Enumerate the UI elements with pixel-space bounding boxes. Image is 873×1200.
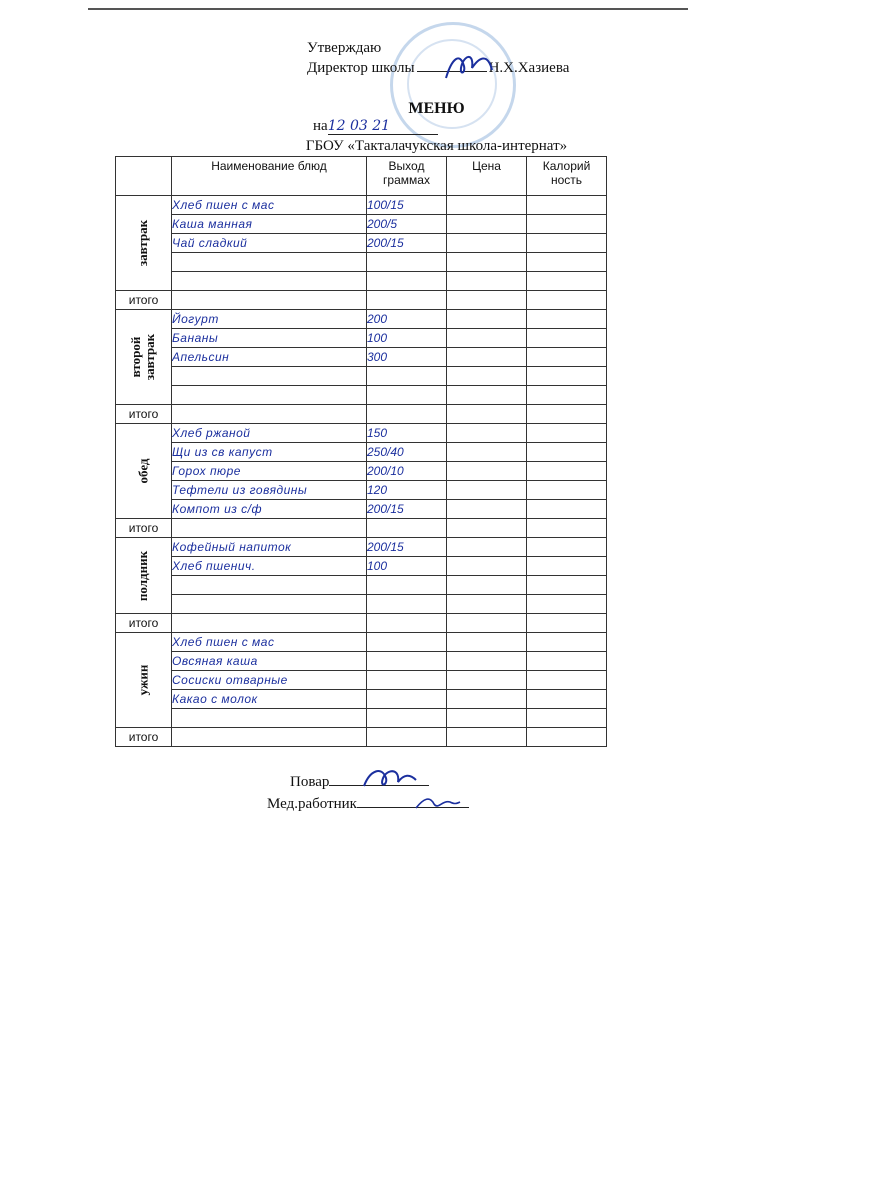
dish-output: 200/15 — [367, 538, 447, 557]
scan-edge-line — [88, 8, 688, 10]
dish-output — [367, 595, 447, 614]
table-row — [116, 576, 607, 595]
dish-output — [367, 652, 447, 671]
total-label: итого — [116, 519, 172, 538]
dish-calories — [527, 538, 607, 557]
table-row — [116, 557, 607, 576]
total-calories — [527, 519, 607, 538]
meal-label-cell — [116, 310, 172, 405]
dish-output — [367, 576, 447, 595]
header-name: Наименование блюд — [172, 157, 367, 196]
dish-output — [367, 386, 447, 405]
table-row — [116, 538, 607, 557]
dish-name: Каша манная — [172, 215, 367, 234]
table-row — [116, 386, 607, 405]
dish-price — [447, 329, 527, 348]
dish-output: 200/10 — [367, 462, 447, 481]
dish-price — [447, 234, 527, 253]
total-calories — [527, 405, 607, 424]
meal-label: ужин — [135, 664, 151, 696]
menu-table — [115, 156, 607, 747]
table-row — [116, 234, 607, 253]
dish-output: 250/40 — [367, 443, 447, 462]
dish-name: Хлеб ржаной — [172, 424, 367, 443]
table-row — [116, 367, 607, 386]
dish-name: Горох пюре — [172, 462, 367, 481]
dish-output: 200/15 — [367, 500, 447, 519]
dish-calories — [527, 652, 607, 671]
table-row — [116, 272, 607, 291]
dish-name — [172, 595, 367, 614]
dish-output — [367, 367, 447, 386]
meal-label-cell — [116, 538, 172, 614]
dish-output — [367, 671, 447, 690]
table-row — [116, 310, 607, 329]
dish-output — [367, 690, 447, 709]
total-name — [172, 291, 367, 310]
total-label: итого — [116, 405, 172, 424]
dish-calories — [527, 329, 607, 348]
meal-label: второй завтрак — [128, 333, 158, 381]
dish-calories — [527, 424, 607, 443]
dish-price — [447, 500, 527, 519]
director-line — [307, 60, 569, 77]
total-price — [447, 728, 527, 747]
table-row — [116, 690, 607, 709]
dish-calories — [527, 215, 607, 234]
dish-output: 200/5 — [367, 215, 447, 234]
meal-label: обед — [135, 458, 151, 484]
total-calories — [527, 614, 607, 633]
table-row — [116, 348, 607, 367]
dish-calories — [527, 500, 607, 519]
dish-output — [367, 709, 447, 728]
table-row — [116, 633, 607, 652]
dish-calories — [527, 462, 607, 481]
table-row — [116, 500, 607, 519]
table-row — [116, 652, 607, 671]
total-row — [116, 519, 607, 538]
total-label: итого — [116, 728, 172, 747]
dish-name: Компот из с/ф — [172, 500, 367, 519]
dish-output — [367, 272, 447, 291]
total-price — [447, 519, 527, 538]
dish-price — [447, 215, 527, 234]
date-value: 12 03 21 — [328, 118, 438, 135]
total-calories — [527, 291, 607, 310]
meal-label-cell — [116, 196, 172, 291]
dish-calories — [527, 367, 607, 386]
dish-price — [447, 367, 527, 386]
total-output — [367, 291, 447, 310]
dish-price — [447, 576, 527, 595]
table-row — [116, 215, 607, 234]
table-row — [116, 709, 607, 728]
cook-signature — [360, 764, 420, 794]
dish-name — [172, 386, 367, 405]
dish-name: Хлеб пшен с мас — [172, 196, 367, 215]
dish-calories — [527, 234, 607, 253]
dish-calories — [527, 633, 607, 652]
dish-name: Тефтели из говядины — [172, 481, 367, 500]
total-calories — [527, 728, 607, 747]
dish-name: Хлеб пшенич. — [172, 557, 367, 576]
dish-calories — [527, 386, 607, 405]
dish-price — [447, 253, 527, 272]
med-signature — [412, 792, 462, 814]
meal-label-cell — [116, 424, 172, 519]
total-output — [367, 614, 447, 633]
dish-price — [447, 443, 527, 462]
dish-price — [447, 348, 527, 367]
total-output — [367, 405, 447, 424]
total-row — [116, 728, 607, 747]
dish-output: 300 — [367, 348, 447, 367]
dish-calories — [527, 272, 607, 291]
total-name — [172, 728, 367, 747]
dish-name — [172, 576, 367, 595]
dish-output: 200/15 — [367, 234, 447, 253]
dish-price — [447, 557, 527, 576]
dish-calories — [527, 443, 607, 462]
dish-name: Овсяная каша — [172, 652, 367, 671]
dish-output: 100 — [367, 329, 447, 348]
total-label: итого — [116, 614, 172, 633]
school-name: ГБОУ «Такталачукская школа-интернат» — [305, 138, 568, 154]
dish-name: Апельсин — [172, 348, 367, 367]
director-signature — [440, 48, 500, 84]
dish-output — [367, 633, 447, 652]
dish-name: Бананы — [172, 329, 367, 348]
table-row — [116, 671, 607, 690]
dish-calories — [527, 310, 607, 329]
dish-output: 100 — [367, 557, 447, 576]
dish-price — [447, 652, 527, 671]
table-row — [116, 443, 607, 462]
dish-name: Хлеб пшен с мас — [172, 633, 367, 652]
dish-price — [447, 272, 527, 291]
dish-price — [447, 690, 527, 709]
table-row — [116, 481, 607, 500]
director-label: Директор школы — [307, 60, 415, 76]
dish-calories — [527, 196, 607, 215]
dish-price — [447, 595, 527, 614]
total-label: итого — [116, 291, 172, 310]
dish-price — [447, 671, 527, 690]
dish-calories — [527, 557, 607, 576]
dish-name: Йогурт — [172, 310, 367, 329]
dish-price — [447, 196, 527, 215]
dish-price — [447, 310, 527, 329]
total-price — [447, 405, 527, 424]
dish-output: 200 — [367, 310, 447, 329]
director-name: Н.Х.Хазиева — [488, 60, 570, 76]
dish-output — [367, 253, 447, 272]
dish-output: 120 — [367, 481, 447, 500]
date-label: на — [313, 118, 328, 134]
header-calories: Калорий ность — [527, 157, 607, 196]
dish-name: Какао с молок — [172, 690, 367, 709]
dish-output: 100/15 — [367, 196, 447, 215]
meal-label-cell — [116, 633, 172, 728]
dish-name — [172, 272, 367, 291]
dish-price — [447, 386, 527, 405]
table-row — [116, 329, 607, 348]
menu-body — [116, 196, 607, 747]
total-price — [447, 291, 527, 310]
meal-label: полдник — [135, 550, 151, 601]
cook-label: Повар — [290, 774, 330, 790]
dish-name: Щи из св капуст — [172, 443, 367, 462]
table-row — [116, 253, 607, 272]
dish-price — [447, 481, 527, 500]
table-row — [116, 424, 607, 443]
dish-name: Чай сладкий — [172, 234, 367, 253]
total-name — [172, 519, 367, 538]
total-row — [116, 405, 607, 424]
dish-price — [447, 538, 527, 557]
total-name — [172, 405, 367, 424]
dish-calories — [527, 671, 607, 690]
dish-name — [172, 709, 367, 728]
dish-name — [172, 253, 367, 272]
dish-name — [172, 367, 367, 386]
dish-name: Кофейный напиток — [172, 538, 367, 557]
header-meal — [116, 157, 172, 196]
dish-price — [447, 462, 527, 481]
dish-calories — [527, 576, 607, 595]
dish-price — [447, 633, 527, 652]
total-price — [447, 614, 527, 633]
dish-calories — [527, 253, 607, 272]
approve-label: Утверждаю — [307, 40, 382, 56]
total-row — [116, 614, 607, 633]
total-output — [367, 519, 447, 538]
total-name — [172, 614, 367, 633]
header-price: Цена — [447, 157, 527, 196]
table-row — [116, 595, 607, 614]
dish-name: Сосиски отварные — [172, 671, 367, 690]
header-row — [116, 157, 607, 196]
dish-calories — [527, 595, 607, 614]
date-line — [313, 118, 438, 135]
dish-price — [447, 424, 527, 443]
total-output — [367, 728, 447, 747]
table-row — [116, 462, 607, 481]
dish-calories — [527, 348, 607, 367]
dish-output: 150 — [367, 424, 447, 443]
dish-calories — [527, 709, 607, 728]
table-row — [116, 196, 607, 215]
dish-price — [447, 709, 527, 728]
meal-label: завтрак — [135, 219, 151, 267]
med-label: Мед.работник — [267, 796, 357, 812]
header-output: Выход граммах — [367, 157, 447, 196]
page-title: МЕНЮ — [408, 100, 465, 117]
dish-calories — [527, 690, 607, 709]
dish-calories — [527, 481, 607, 500]
total-row — [116, 291, 607, 310]
